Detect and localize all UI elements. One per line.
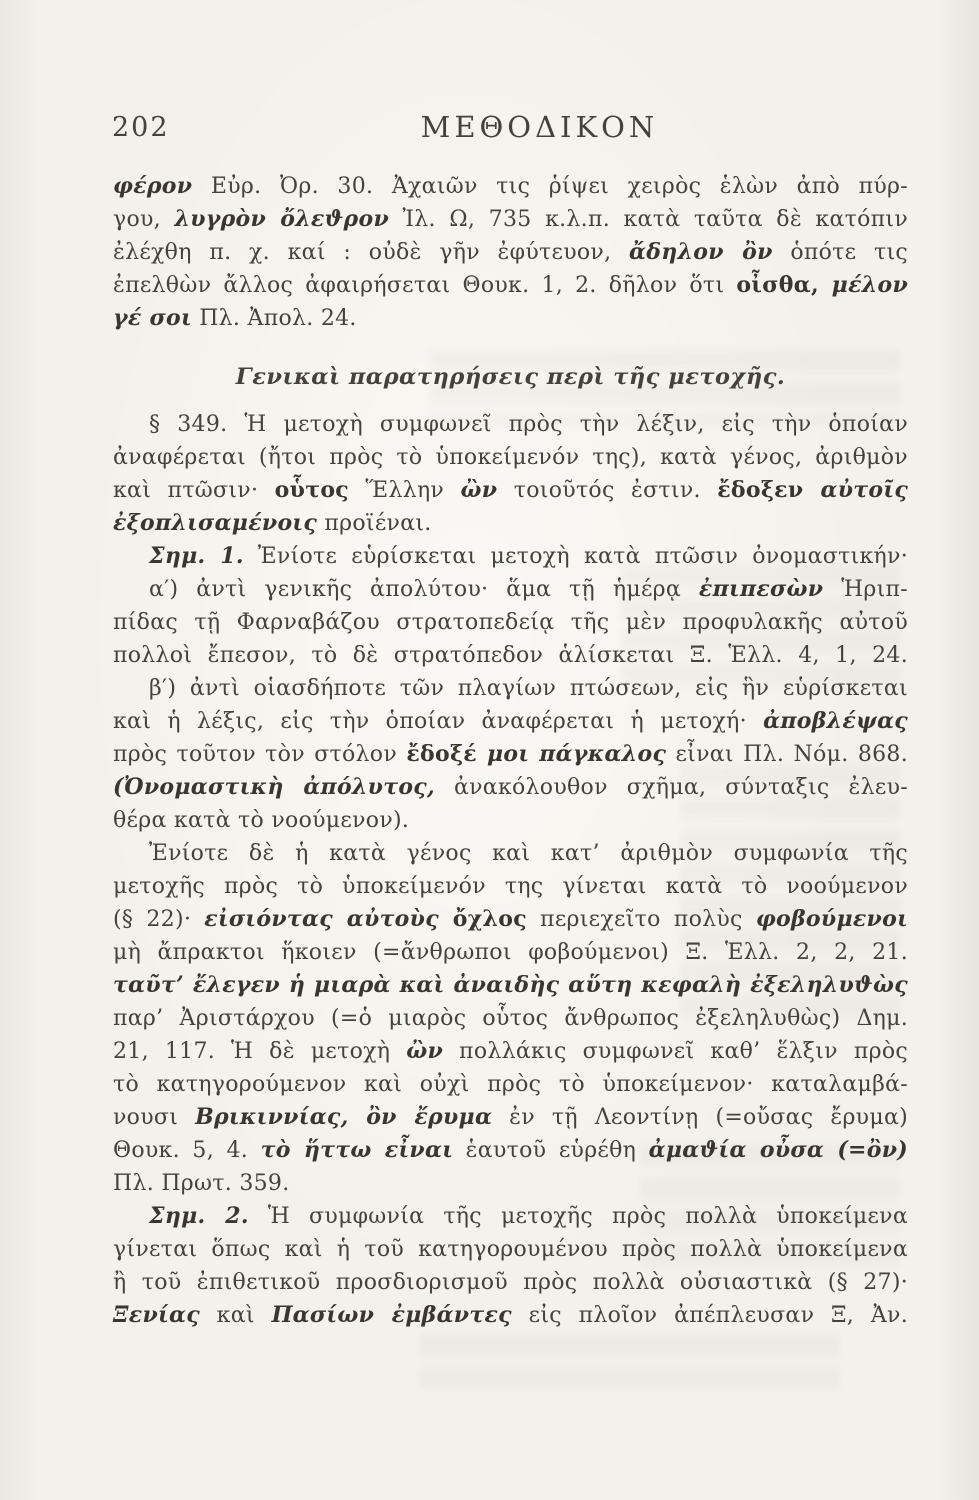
text-line (113, 441, 908, 474)
text-line (113, 474, 908, 507)
text-segment: οὗτος (274, 477, 349, 503)
text-segment: παρ’ Ἀριστάρχου (=ὁ μιαρὸς οὗτος ἄνθρωπος ἐξεληλυθὼς) Δημ. (113, 1006, 908, 1031)
text-line (113, 771, 908, 804)
text-segment: ἀναφέρεται (ἤτοι πρὸς τὸ ὑποκείμενόν της), κατὰ γένος, ἀριθμὸν (113, 445, 908, 470)
text-segment: β′) ἀντὶ οἱασδήποτε τῶν πλαγίων πτώσεων, εἰς ἣν εὑρίσκεται (149, 676, 908, 701)
text-segment: Ἡ συμφωνία τῆς μετοχῆς πρὸς πολλὰ ὑποκείμενα (248, 1204, 908, 1229)
text-segment: ἐπιπεσὼν (698, 576, 824, 602)
text-line (113, 1035, 908, 1068)
text-segment: Ἰλ. Ω, 735 κ.λ.π. κατὰ ταῦτα δὲ κατόπιν (389, 207, 909, 232)
text-line (113, 639, 908, 672)
text-line (113, 1200, 908, 1233)
text-segment: αὐτοῖς (820, 477, 909, 503)
text-segment: ἑαυτοῦ εὑρέθη (453, 1138, 649, 1163)
text-segment: μοι πάγκαλος (486, 741, 667, 767)
text-segment: α′) ἀντὶ γενικῆς ἀπολύτου· ἅμα τῇ ἡμέρᾳ (149, 577, 699, 602)
text-line (113, 606, 908, 639)
text-segment: ὁπότε τις (772, 240, 909, 265)
text-segment: θέρα κατὰ τὸ νοούμενον). (113, 808, 410, 833)
text-segment: καὶ ἡ λέξις, εἰς τὴν ὁποίαν ἀναφέρεται ἡ μετοχή· (113, 709, 764, 734)
text-line (113, 203, 908, 236)
text-line (113, 837, 908, 870)
text-segment: εἰς πλοῖον ἀπέπλευσαν Ξ, Ἀν. (511, 1303, 909, 1328)
text-segment: εἶναι Πλ. Νόμ. 868. (666, 742, 909, 767)
text-segment: γου, (113, 207, 175, 232)
text-line (113, 170, 908, 203)
text-line (113, 1068, 908, 1101)
section-heading: Γενικαὶ παρατηρήσεις περὶ τῆς μετοχῆς. (235, 364, 786, 390)
text-segment: ἀνακόλουθον σχῆμα, σύνταξις ἐλευ- (434, 775, 908, 800)
text-segment: ἢ τοῦ ἐπιθετικοῦ προσδιορισμοῦ πρὸς πολλὰ οὐσιαστικὰ (§ 27)· (113, 1270, 908, 1295)
text-segment: Ἕλλην (348, 478, 461, 503)
text-segment: Θουκ. 5, 4. (113, 1138, 261, 1163)
text-segment: ὢν (460, 477, 498, 503)
page-number: 202 (112, 112, 170, 143)
text-segment: ἐν τῇ Λεοντίνῃ (=οὔσας ἔρυμα) (492, 1105, 908, 1130)
text-segment: γίνεται ὅπως καὶ ἡ τοῦ κατηγορουμένου πρὸς πολλὰ ὑποκείμενα (113, 1237, 908, 1262)
text-segment: ἀποβλέψας (763, 708, 908, 734)
text-line (113, 408, 908, 441)
text-segment: φοβούμενοι (755, 906, 909, 932)
text-segment: Βρικιννίας, ὂν ἔρυμα (195, 1104, 493, 1130)
text-line (113, 705, 908, 738)
text-segment: § 349. Ἡ μετοχὴ συμφωνεῖ πρὸς τὴν λέξιν, εἰς τὴν ὁποίαν (149, 412, 908, 437)
text-line (113, 573, 908, 606)
text-segment: (Ὀνομαστικὴ ἀπόλυτος, (113, 774, 435, 800)
page-body (113, 170, 908, 1332)
text-segment: ταῦτ’ ἔλεγεν ἡ μιαρὰ καὶ ἀναιδὴς αὕτη κεφαλὴ ἐξεληλυϑὼς (113, 972, 908, 998)
text-line (113, 269, 908, 302)
text-line (113, 936, 908, 969)
text-segment: τὸ κατηγορούμενον καὶ οὐχὶ πρὸς τὸ ὑποκείμενον· καταλαμβά- (113, 1072, 908, 1097)
text-line (113, 1266, 908, 1299)
running-header: ΜΕΘΟΔΙΚΟΝ (420, 110, 659, 144)
text-line (113, 969, 908, 1002)
text-line (113, 236, 908, 269)
text-segment: μετοχῆς πρὸς τὸ ὑποκείμενόν της γίνεται κατὰ τὸ νοούμενον (113, 874, 908, 899)
text-segment: ἔδοξέ (406, 741, 487, 767)
bleedthrough-artifact (420, 1330, 840, 1390)
text-segment: Πλ. Πρωτ. 359. (113, 1171, 290, 1196)
text-segment: νουσι (113, 1105, 196, 1130)
text-segment: Σημ. 2. (149, 1203, 249, 1229)
text-segment: γέ σοι (113, 305, 192, 331)
text-line (113, 1101, 908, 1134)
text-segment: τὸ ἥττω εἶναι (260, 1137, 454, 1163)
text-segment: καὶ πτῶσιν· (113, 478, 275, 503)
text-segment: Ἡριπ- (823, 577, 909, 602)
text-line (113, 507, 908, 540)
text-segment: εἰσιόντας αὐτοὺς (204, 906, 453, 932)
text-line (113, 738, 908, 771)
text-segment: μὴ ἄπρακτοι ἥκοιεν (=ἄνθρωποι φοβούμενοι) Ξ. Ἑλλ. 2, 2, 21. (113, 940, 908, 965)
text-segment: (§ 22)· (113, 907, 205, 932)
text-line (113, 672, 908, 705)
text-segment: πίδας τῇ Φαρναβάζου στρατοπεδείᾳ τῆς μὲν προφυλακῆς αὐτοῦ (113, 610, 908, 635)
text-segment: μέλον (831, 272, 909, 298)
text-segment: ἀμαϑία οὖσα (=ὂν) (648, 1137, 909, 1163)
text-segment: ἐλέχθη π. χ. καί : οὐδὲ γῆν ἐφύτευον, (113, 240, 630, 265)
text-segment: τοιοῦτός ἐστιν. (497, 478, 718, 503)
text-line (113, 1167, 908, 1200)
text-line (113, 1233, 908, 1266)
text-segment: Ἐνίοτε δὲ ἡ κατὰ γένος καὶ κατ’ ἀριθμὸν συμφωνία τῆς (149, 841, 908, 866)
text-segment: περιεχεῖτο πολὺς (526, 907, 756, 932)
text-line (113, 540, 908, 573)
text-segment: Πλ. Ἀπολ. 24. (191, 306, 357, 331)
text-segment: ἄδηλον ὂν (629, 239, 773, 265)
text-segment: οἶσθα, (736, 272, 832, 298)
text-segment: ἔδοξεν (717, 477, 821, 503)
text-segment: ἐξοπλισαμένοις (113, 510, 318, 536)
text-line (113, 1002, 908, 1035)
text-segment: ὢν (406, 1038, 444, 1064)
text-segment: προϊέναι. (317, 511, 432, 536)
text-segment: Σημ. 1. (149, 543, 244, 569)
text-segment: Ξενίας (113, 1302, 200, 1328)
text-segment: Εὐρ. Ὀρ. 30. Ἀχαιῶν τις ῥίψει χειρὸς ἑλὼν ἀπὸ πύρ- (192, 174, 908, 199)
text-line (113, 804, 908, 837)
text-segment: καὶ (199, 1303, 272, 1328)
text-segment: Ἐνίοτε εὑρίσκεται μετοχὴ κατὰ πτῶσιν ὀνομαστικήν· (243, 544, 908, 569)
text-segment: ἐπελθὼν ἄλλος ἀφαιρήσεται Θουκ. 1, 2. δῆλον ὅτι (113, 273, 737, 298)
text-segment: λυγρὸν ὄλεϑρον (174, 206, 390, 232)
text-line (113, 302, 908, 335)
text-line (113, 1134, 908, 1167)
text-segment: 21, 117. Ἡ δὲ μετοχὴ (113, 1039, 407, 1064)
text-segment: πολλοὶ ἔπεσον, τὸ δὲ στρατόπεδον ἁλίσκεται Ξ. Ἑλλ. 4, 1, 24. (113, 643, 908, 668)
text-line (113, 870, 908, 903)
text-segment: ὄχλος (452, 906, 527, 932)
text-line (113, 1299, 908, 1332)
text-segment: πολλάκις συμφωνεῖ καθ’ ἕλξιν πρὸς (443, 1039, 908, 1064)
text-segment: πρὸς τοῦτον τὸν στόλον (113, 742, 407, 767)
text-segment: Πασίων ἐμβάντες (271, 1302, 512, 1328)
text-line (113, 903, 908, 936)
text-segment: φέρον (113, 173, 193, 199)
